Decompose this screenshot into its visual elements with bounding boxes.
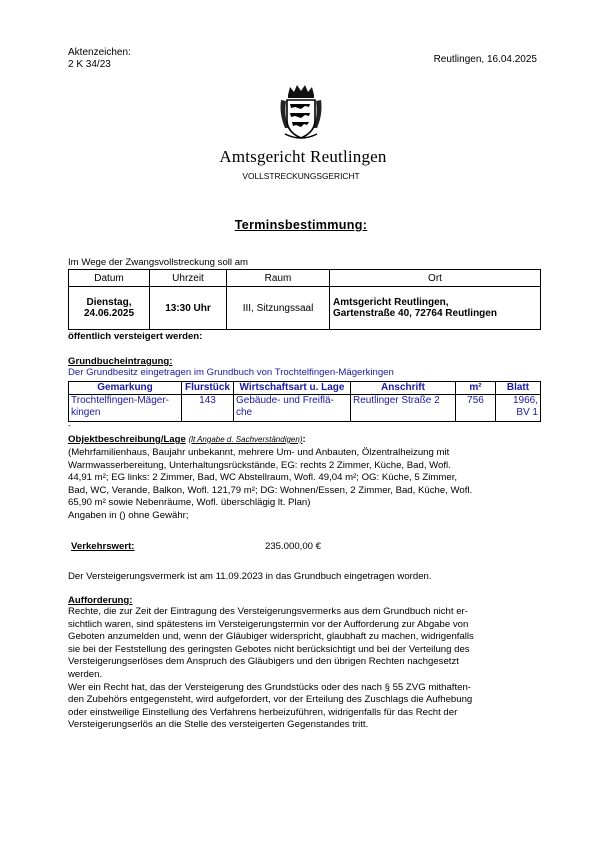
header-anschrift: Anschrift	[351, 382, 456, 395]
object-line: 65,90 m² sowie Nebenräume, Wofl. überschlägig lt. Plan)	[68, 497, 311, 509]
appointment-place-court: Amtsgericht Reutlingen,	[333, 297, 449, 308]
request-line: werden.	[68, 668, 103, 680]
appointment-header-row	[69, 270, 541, 287]
request-line: sichtlich waren, sind spätestens im Versteigerungstermin vor der Aufforderung zur Abgabe von	[68, 618, 469, 630]
header-gemarkung: Gemarkung	[69, 382, 182, 395]
header-place: Ort	[330, 270, 541, 287]
cell-gemarkung-line2: kingen	[71, 407, 101, 418]
cell-blatt-line1: 1966,	[512, 395, 538, 406]
page-title: Terminsbestimmung:	[234, 218, 368, 232]
cell-flurstueck: 143	[182, 395, 234, 422]
cell-wirtschaftsart-line2: che	[236, 407, 253, 418]
object-heading	[68, 434, 306, 447]
place-date: Reutlingen, 16.04.2025	[433, 54, 537, 65]
separator-dot: -	[68, 421, 71, 430]
appointment-weekday: Dienstag,	[86, 297, 132, 308]
object-heading-colon: :	[302, 434, 306, 445]
registration-note: Der Versteigerungsvermerk ist am 11.09.2023 in das Grundbuch eingetragen worden.	[68, 571, 432, 582]
file-reference-label: Aktenzeichen:	[68, 47, 131, 58]
cell-blatt-line2: BV 1	[516, 407, 538, 418]
appointment-table	[68, 269, 541, 330]
appointment-place-address: Gartenstraße 40, 72764 Reutlingen	[333, 308, 497, 319]
appointment-row	[69, 287, 541, 330]
land-register-heading: Grundbucheintragung:	[68, 356, 173, 367]
cell-wirtschaftsart-line1: Gebäude- und Freiflä-	[236, 395, 334, 406]
object-line: Warmwasserbereitung, Unterhaltungsrückstände, EG: rechts 2 Zimmer, Küche, Bad, Wofl.	[68, 459, 451, 471]
file-reference-number: 2 K 34/23	[68, 59, 111, 70]
appointment-place	[330, 287, 541, 330]
object-description	[68, 447, 548, 523]
header-time: Uhrzeit	[150, 270, 227, 287]
land-register-row	[69, 395, 541, 422]
coat-of-arms-icon	[279, 84, 323, 142]
request-line: oder einstweilige Einstellung des Verfahrens herbeizuführen, widrigenfalls für das Recht der	[68, 706, 458, 718]
request-line: den Zubehörs entgegensteht, wird aufgefordert, vor der Erteilung des Zuschlags die Aufhebung	[68, 694, 473, 706]
request-line: Geboten anzumelden und, wenn der Gläubiger widerspricht, glaubhaft zu machen, widrigenfalls	[68, 631, 474, 643]
cell-wirtschaftsart	[234, 395, 351, 422]
header-date: Datum	[69, 270, 150, 287]
market-value-label: Verkehrswert:	[71, 541, 135, 552]
cell-gemarkung	[69, 395, 182, 422]
header-m2: m²	[456, 382, 496, 395]
header-wirtschaftsart: Wirtschaftsart u. Lage	[234, 382, 351, 395]
land-register-header-row	[69, 382, 541, 395]
object-line: (Mehrfamilienhaus, Baujahr unbekannt, mehrere Um- und Anbauten, Ölzentralheizung mit	[68, 447, 450, 458]
object-line: Angaben in () ohne Gewähr;	[68, 509, 189, 521]
request-line: Wer ein Recht hat, das der Versteigerung des Grundstücks oder des nach § 55 ZVG mithaften-	[68, 681, 471, 693]
object-line: 44,91 m²; EG links: 2 Zimmer, Bad, WC Abstellraum, Wofl. 49,04 m²; OG: Küche, 5 Zimmer,	[68, 472, 458, 484]
request-text	[68, 606, 548, 732]
land-register-text: Der Grundbesitz eingetragen im Grundbuch von Trochtelfingen-Mägerkingen	[68, 367, 394, 378]
header-blatt: Blatt	[496, 382, 541, 395]
appointment-day: 24.06.2025	[83, 308, 135, 319]
appointment-room: III, Sitzungssaal	[227, 287, 330, 330]
object-line: Bad, WC, Verande, Balkon, Wofl. 121,79 m²; DG: Wohnen/Essen, 2 Zimmer, Bad, Küche, Wofl.	[68, 484, 473, 496]
cell-anschrift: Reutlinger Straße 2	[351, 395, 456, 422]
land-register-table	[68, 381, 541, 422]
court-name: Amtsgericht Reutlingen	[219, 147, 387, 166]
cell-m2: 756	[456, 395, 496, 422]
cell-gemarkung-line1: Trochtelfingen-Mäger-	[71, 395, 170, 406]
auction-phrase: öffentlich versteigert werden:	[68, 331, 203, 342]
market-value-amount: 235.000,00 €	[265, 541, 322, 552]
intro-text: Im Wege der Zwangsvollstreckung soll am	[68, 257, 249, 268]
request-line: sie bei der Feststellung des geringsten Gebotes nicht berücksichtigt und bei der Verteilung des	[68, 643, 470, 655]
object-heading-note: (lt Angabe d. Sachverständigen)	[188, 435, 303, 444]
cell-blatt	[496, 395, 541, 422]
appointment-time: 13:30 Uhr	[150, 287, 227, 330]
file-reference	[68, 47, 131, 71]
request-line: Versteigerungserlös an die Stelle des versteigerten Gegenstandes tritt.	[68, 719, 369, 731]
request-line: Versteigerungserlöses dem Anspruch des Gläubigers und den übrigen Rechten nachgesetzt	[68, 656, 459, 668]
header-flurstueck: Flurstück	[182, 382, 234, 395]
request-line: Rechte, die zur Zeit der Eintragung des Versteigerungsvermerks aus dem Grundbuch nicht er-	[68, 606, 468, 617]
header-room: Raum	[227, 270, 330, 287]
court-department: VOLLSTRECKUNGSGERICHT	[242, 171, 360, 181]
object-heading-label: Objektbeschreibung/Lage	[68, 434, 186, 445]
request-heading: Aufforderung:	[68, 595, 133, 606]
appointment-date	[69, 287, 150, 330]
